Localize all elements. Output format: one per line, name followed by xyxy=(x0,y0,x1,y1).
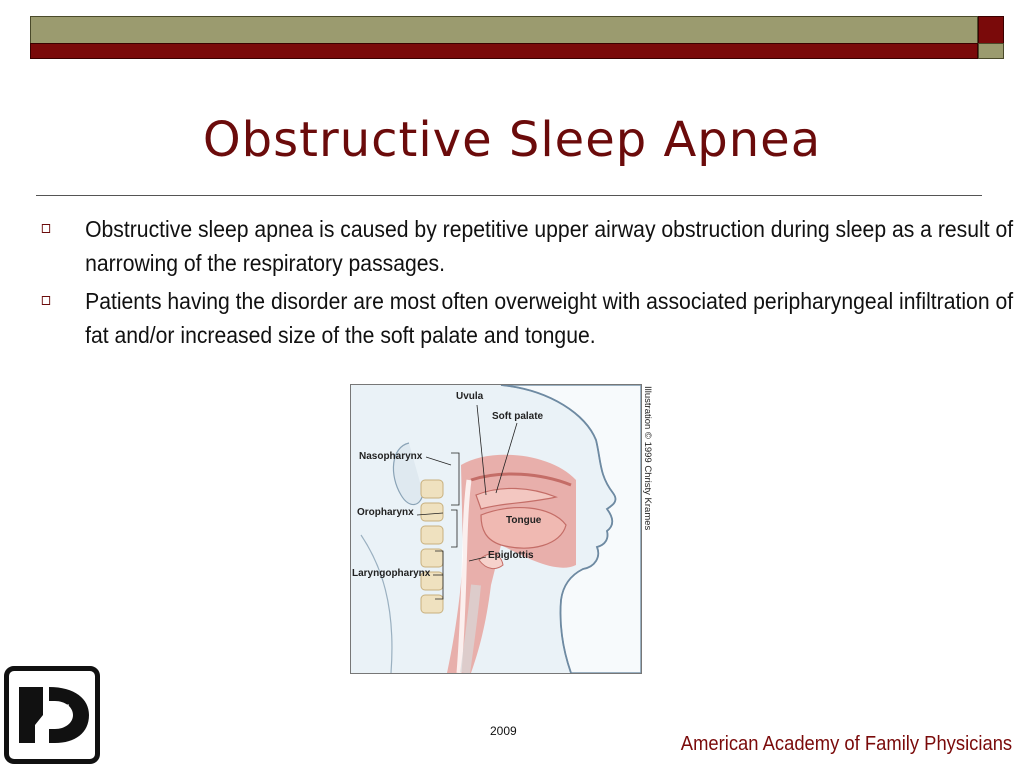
label-tongue: Tongue xyxy=(506,515,542,526)
label-soft-palate: Soft palate xyxy=(492,411,544,422)
corner-maroon-block xyxy=(978,16,1004,44)
label-uvula: Uvula xyxy=(456,391,484,402)
logo-icon xyxy=(9,671,95,759)
label-laryngopharynx: Laryngopharynx xyxy=(352,568,431,579)
slide-title: Obstructive Sleep Apnea xyxy=(202,112,822,168)
top-decorative-bar xyxy=(30,16,978,58)
head-profile-drawing xyxy=(351,385,641,673)
aafp-logo xyxy=(4,666,100,764)
bullet-text: Obstructive sleep apnea is caused by repetitive upper airway obstruction during sleep as a result of narrowing of the respiratory passages. xyxy=(85,216,1014,276)
credit-text: Illustration © 1999 Christy Krames xyxy=(642,386,653,531)
bullet-list xyxy=(40,212,1014,356)
bullet-item xyxy=(40,284,1014,352)
corner-olive-block xyxy=(978,43,1004,59)
top-corner-blocks xyxy=(978,16,1004,58)
label-epiglottis: Epiglottis xyxy=(488,550,534,561)
bullet-item xyxy=(40,212,1014,280)
illustration-credit xyxy=(641,386,653,556)
bullet-text: Patients having the disorder are most often overweight with associated peripharyngeal infiltration of fat and/or increased size of the soft palate and tongue. xyxy=(85,288,1014,348)
label-oropharynx: Oropharynx xyxy=(357,507,414,518)
square-bullet-icon xyxy=(42,296,50,305)
label-nasopharynx: Nasopharynx xyxy=(359,451,423,462)
square-bullet-icon xyxy=(42,224,50,233)
top-bar-maroon-strip xyxy=(30,43,978,59)
airway-anatomy-illustration xyxy=(350,384,642,674)
slide-year: 2009 xyxy=(490,724,517,738)
top-bar-olive-strip xyxy=(30,16,978,44)
footer-organization: American Academy of Family Physicians xyxy=(680,733,1012,755)
title-divider xyxy=(36,195,982,196)
